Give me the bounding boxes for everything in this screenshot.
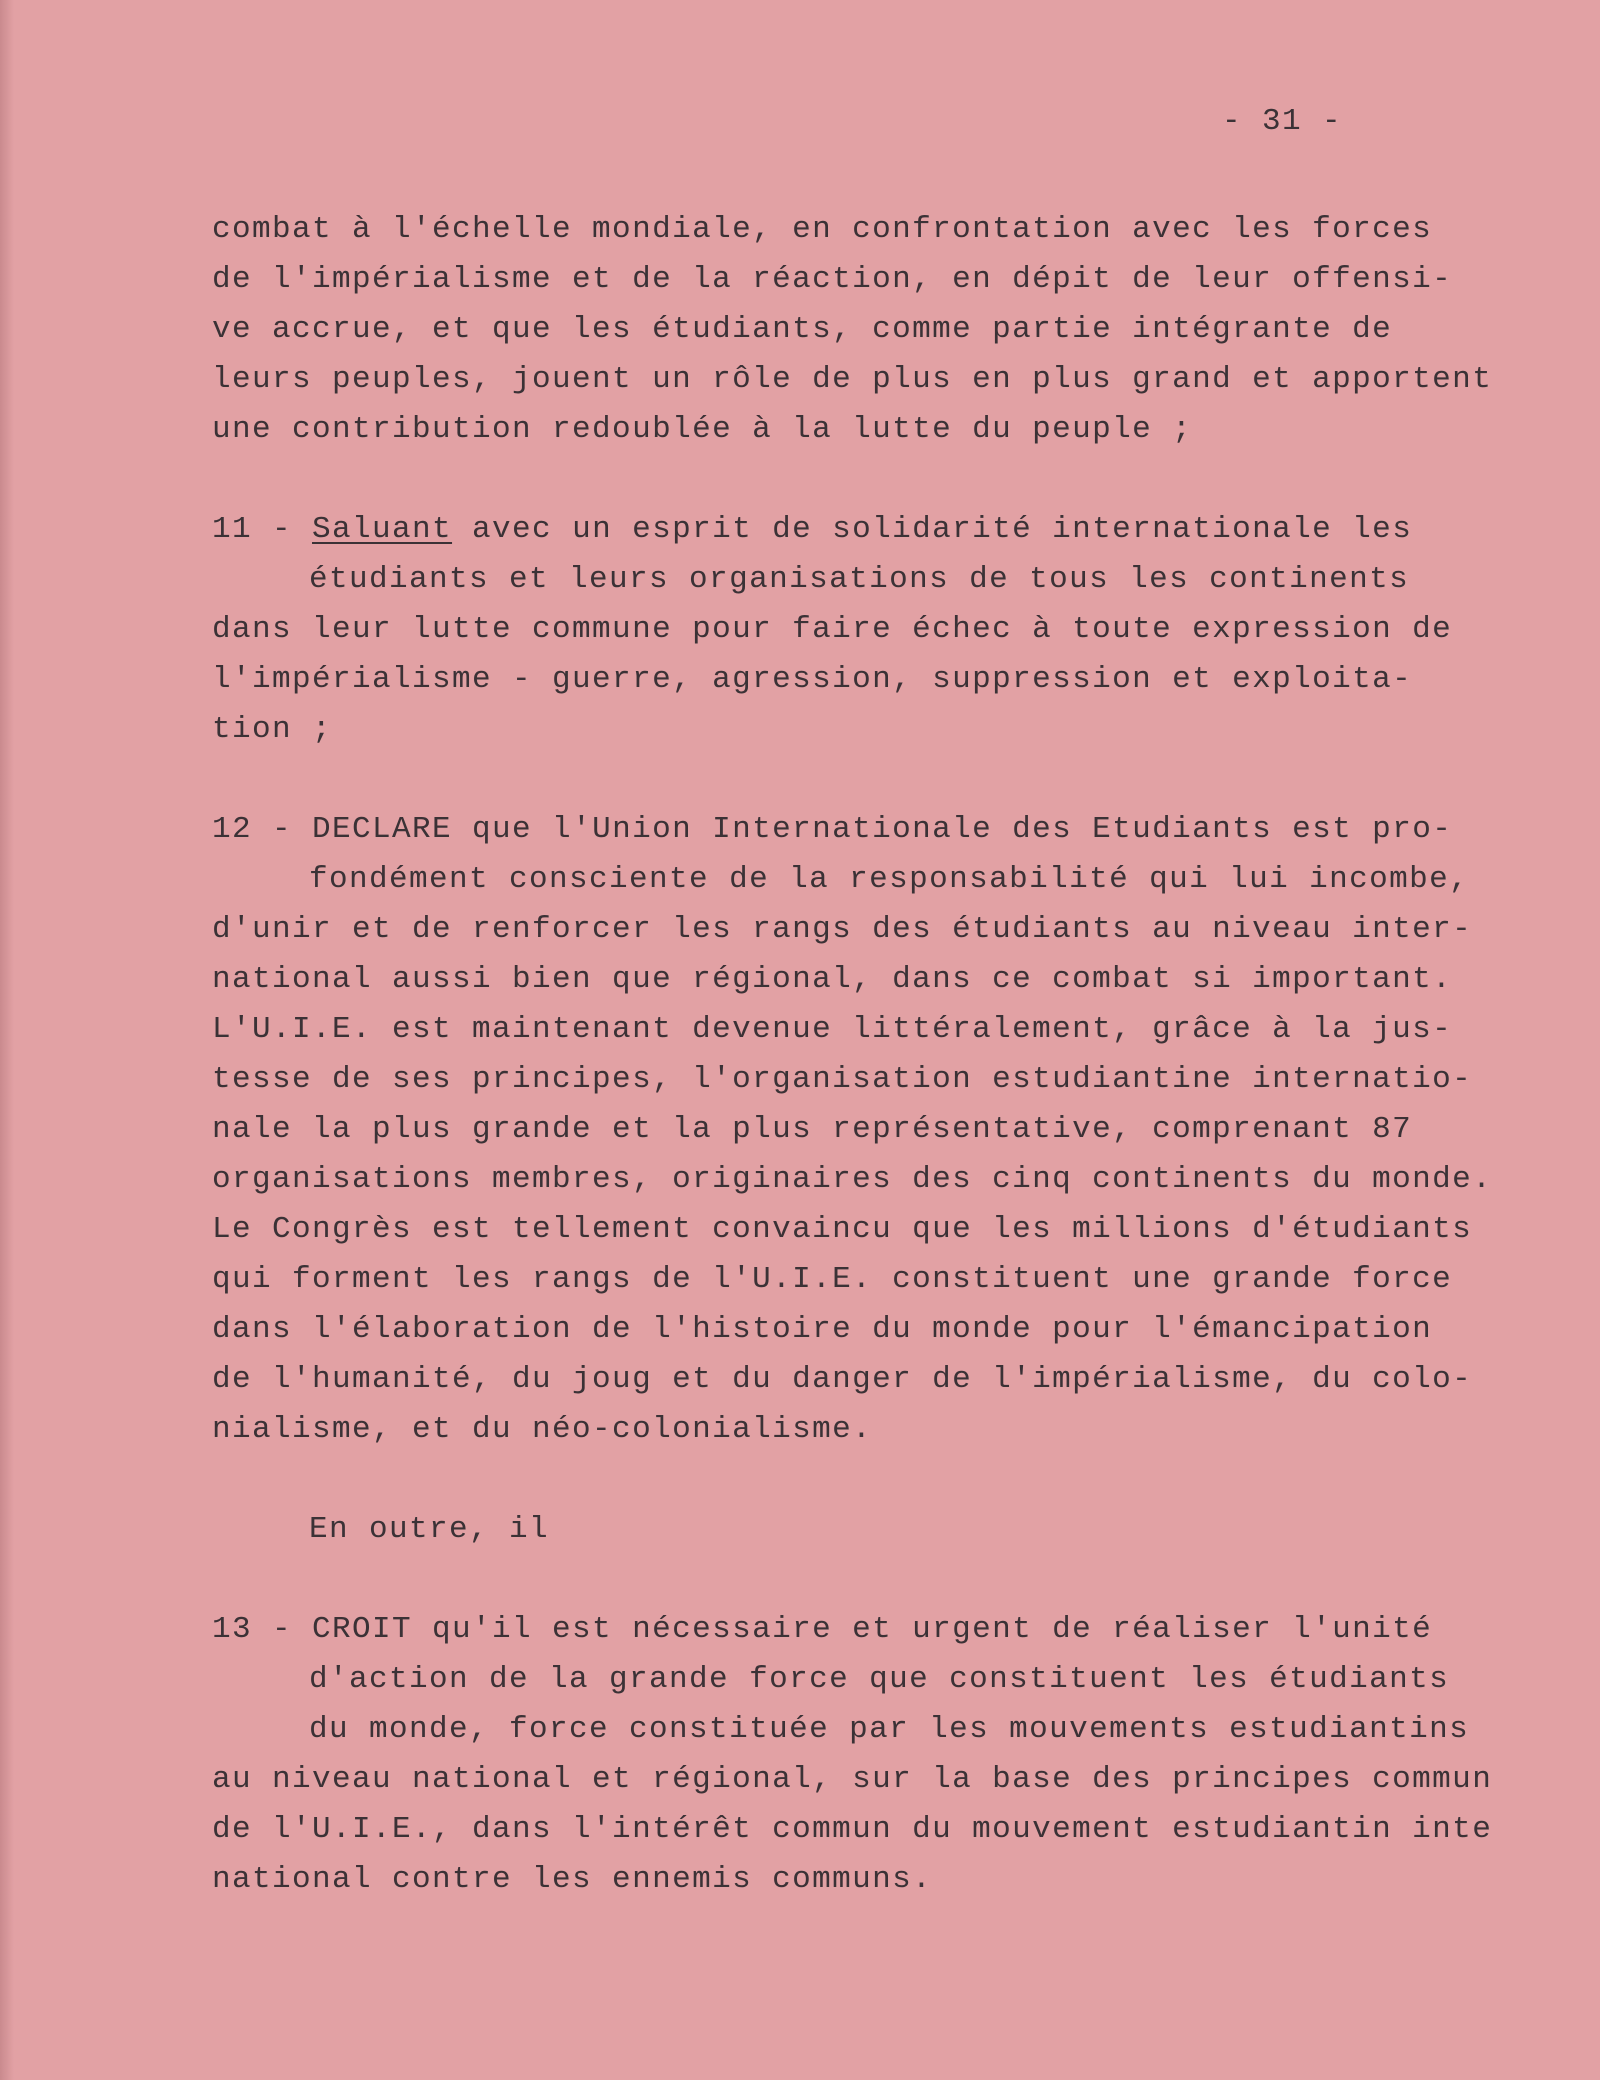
text-line: d'unir et de renforcer les rangs des étudiants au niveau inter-: [212, 912, 1473, 947]
page-number: - 31 -: [1222, 104, 1343, 139]
text-line: national contre les ennemis communs.: [212, 1862, 933, 1897]
text-line: au niveau national et régional, sur la base des principes commun: [212, 1762, 1493, 1797]
item-11: [212, 505, 1512, 755]
intro-paragraph: [212, 205, 1512, 455]
text-line: étudiants et leurs organisations de tous les continents: [309, 562, 1410, 597]
text-line: dans leur lutte commune pour faire échec à toute expression de: [212, 612, 1453, 647]
text-line: organisations membres, originaires des cinq continents du monde.: [212, 1162, 1493, 1197]
item-13: [212, 1605, 1512, 1905]
text-line: leurs peuples, jouent un rôle de plus en plus grand et apportent: [212, 362, 1493, 397]
item-keyword: DECLARE: [312, 812, 453, 847]
text-line: tesse de ses principes, l'organisation estudiantine internatio-: [212, 1062, 1473, 1097]
text-line: Le Congrès est tellement convaincu que les millions d'étudiants: [212, 1212, 1473, 1247]
item-12: [212, 805, 1512, 1455]
text-line: de l'humanité, du joug et du danger de l'impérialisme, du colo-: [212, 1362, 1473, 1397]
text-line: combat à l'échelle mondiale, en confrontation avec les forces: [212, 212, 1433, 247]
paper-edge-shadow: [0, 0, 14, 2080]
text-line: [212, 1605, 1512, 1655]
text-span: qu'il est nécessaire et urgent de réaliser l'unité: [412, 1612, 1433, 1647]
text-line: de l'U.I.E., dans l'intérêt commun du mouvement estudiantin inte: [212, 1812, 1493, 1847]
text-line: nale la plus grande et la plus représentative, comprenant 87: [212, 1112, 1413, 1147]
item-keyword: CROIT: [312, 1612, 413, 1647]
document-body: [212, 205, 1512, 1905]
text-span: que l'Union Internationale des Etudiants est pro-: [452, 812, 1453, 847]
text-line: [212, 505, 1512, 555]
text-line: du monde, force constituée par les mouvements estudiantins: [309, 1712, 1470, 1747]
text-line: [212, 805, 1512, 855]
item-number: 12 -: [212, 812, 313, 847]
text-line: qui forment les rangs de l'U.I.E. constituent une grande force: [212, 1262, 1453, 1297]
text-line: nialisme, et du néo-colonialisme.: [212, 1412, 873, 1447]
text-line: d'action de la grande force que constituent les étudiants: [309, 1662, 1450, 1697]
item-number: 13 -: [212, 1612, 313, 1647]
text-line: dans l'élaboration de l'histoire du monde pour l'émancipation: [212, 1312, 1433, 1347]
text-line: L'U.I.E. est maintenant devenue littéralement, grâce à la jus-: [212, 1012, 1453, 1047]
text-line: tion ;: [212, 712, 333, 747]
text-line: fondément consciente de la responsabilité qui lui incombe,: [309, 862, 1470, 897]
text-span: avec un esprit de solidarité internationale les: [452, 512, 1413, 547]
text-line: une contribution redoublée à la lutte du peuple ;: [212, 412, 1193, 447]
text-line: ve accrue, et que les étudiants, comme partie intégrante de: [212, 312, 1393, 347]
item-number: 11 -: [212, 512, 313, 547]
text-line: national aussi bien que régional, dans ce combat si important.: [212, 962, 1453, 997]
transition-line: En outre, il: [309, 1512, 550, 1547]
text-line: l'impérialisme - guerre, agression, suppression et exploita-: [212, 662, 1413, 697]
text-line: de l'impérialisme et de la réaction, en dépit de leur offensi-: [212, 262, 1453, 297]
item-keyword: Saluant: [312, 512, 453, 547]
